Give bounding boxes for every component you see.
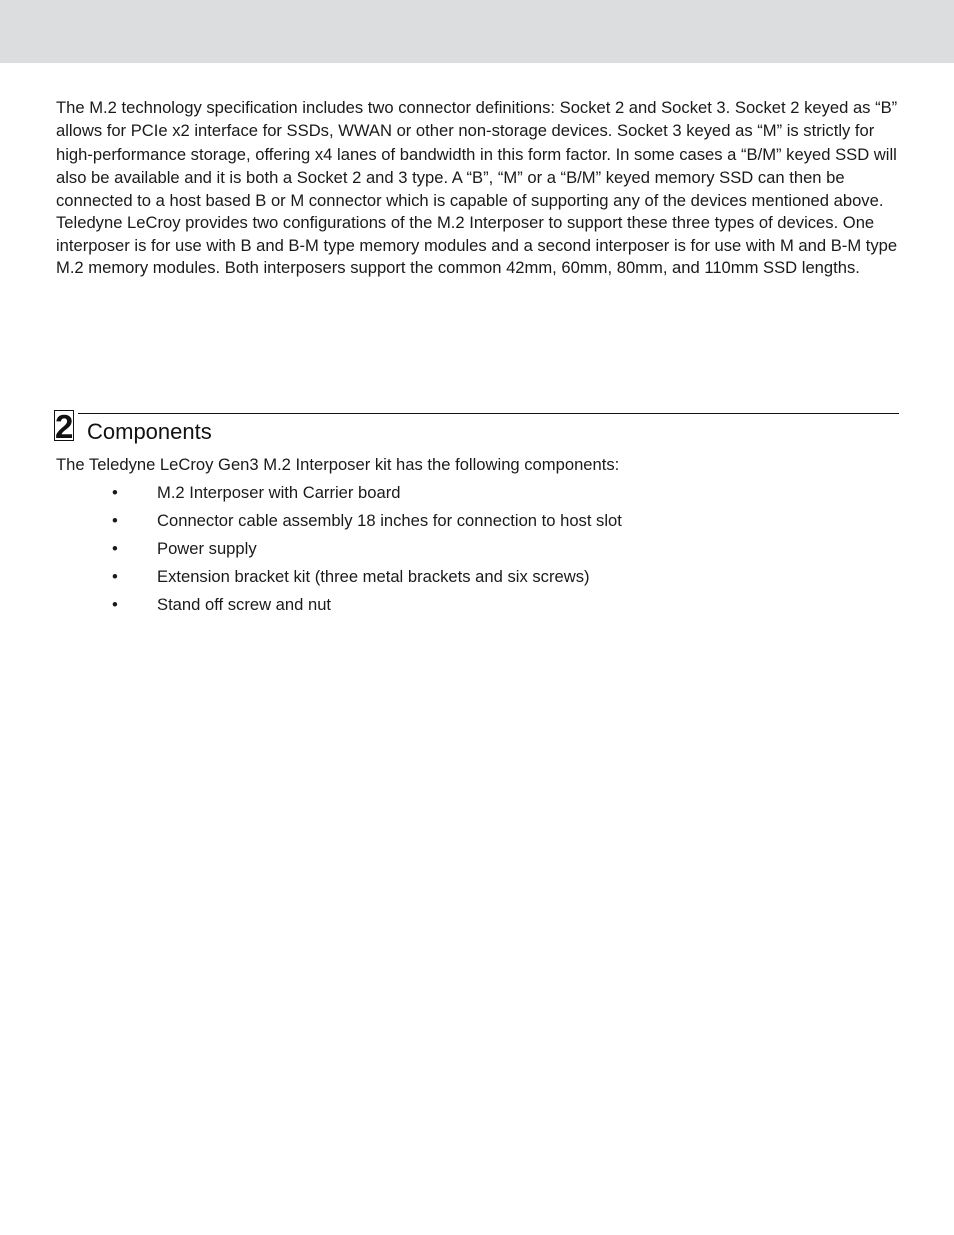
intro-text: [56, 96, 906, 279]
section-divider: [78, 413, 899, 414]
list-item-text: Stand off screw and nut: [157, 595, 332, 614]
intro-paragraph-1: The M.2 technology specification includes two connector definitions: Socket 2 and Socket 3. Socket 2 keyed as “B” allows for PCIe x2 interface for SSDs, WWAN or other non-storage devices. Socket 3 keyed as “M” is strictly for high-performance storage, offering x4 lanes of bandwidth in this form factor. In some cases a “B/M” keyed SSD will also be available and it is both a Socket 2 and 3 type. A “B”, “M” or a “B/M” keyed memory SSD can then be connected to a host based B or M connector which is capable of supporting any of the devices mentioned above.: [56, 98, 898, 211]
intro-paragraph-2: Teledyne LeCroy provides two configurations of the M.2 Interposer to support these three types of devices. One interposer is for use with B and B-M type memory modules and a second interposer is for use with M and B-M type M.2 memory modules. Both interposers support the common 42mm, 60mm, 80mm, and 110mm SSD lengths.: [56, 213, 898, 278]
section-number-box: 2: [55, 408, 74, 445]
list-item-text: Power supply: [157, 539, 257, 558]
list-item-text: Extension bracket kit (three metal brackets and six screws): [157, 567, 590, 586]
bullet-marker: •: [112, 539, 118, 558]
bullet-marker: •: [112, 483, 118, 502]
list-item-text: Connector cable assembly 18 inches for connection to host slot: [157, 511, 622, 530]
bullet-marker: •: [112, 595, 118, 614]
section-lead-text: The Teledyne LeCroy Gen3 M.2 Interposer kit has the following components:: [56, 455, 620, 474]
page-header-band: [0, 0, 954, 63]
bullet-marker: •: [112, 511, 118, 530]
list-item-text: M.2 Interposer with Carrier board: [157, 483, 401, 502]
bullet-marker: •: [112, 567, 118, 586]
section-title: Components: [87, 419, 212, 444]
